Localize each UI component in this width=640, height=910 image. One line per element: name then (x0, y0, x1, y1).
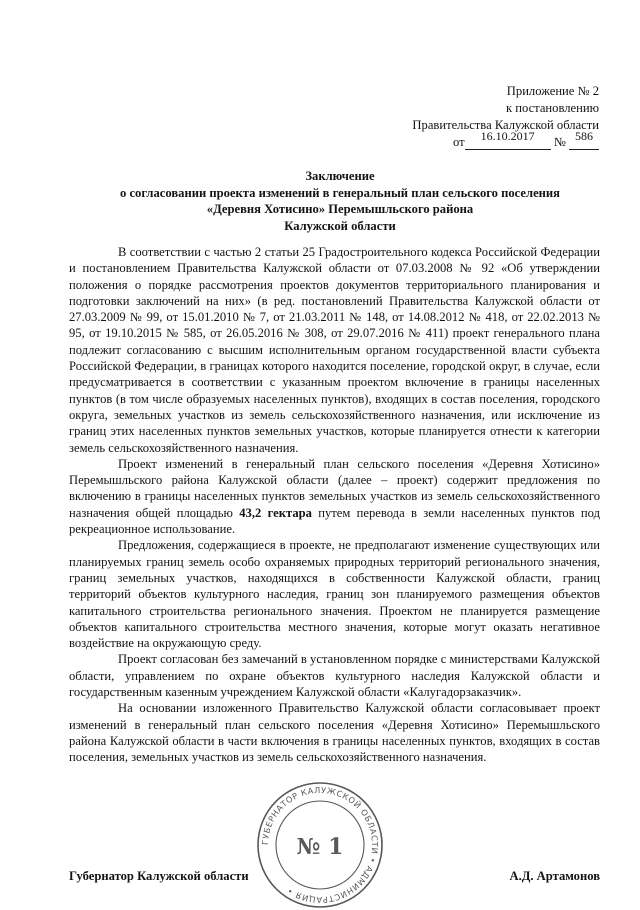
document-body (69, 244, 600, 766)
paragraph-3: Предложения, содержащиеся в проекте, не предполагают изменение существующих или планируемых границ земель особо охраняемых природных территорий регионального значения, границ земельных участков, находящихся в собственности Калужской области, границ территорий объектов культурного наследия, границ зон планируемого размещения объектов капитального строительства регионального значения. Проектом не планируется размещение объектов капитального строительства местного значения, которые могут оказать негативное воздействие на окружающую среду. (69, 538, 600, 651)
paragraph-2-text-a: Проект изменений в генеральный план сельского поселения «Деревня Хотисино» Перемышльского района Калужской области (далее – проект) содержит предложения по включению в границы населенных пунктов земельных участков из земель сельскохозяйственного назначения общей площадью (69, 456, 600, 520)
annex-number: 586 (575, 129, 593, 143)
seal-outer-ring (258, 783, 382, 907)
title-line-4: Калужской области (284, 218, 396, 233)
annex-date-field (465, 129, 551, 150)
document-title (60, 168, 620, 234)
paragraph-2-text-b: путем перевода в земли населенных пунктов под рекреационное использование. (69, 505, 600, 537)
annex-number-label: № (553, 135, 566, 149)
paragraph-5: На основании изложенного Правительство Калужской области согласовывает проект изменений в генеральный план сельского поселения «Деревня Хотисино» Перемышльского района Калужской области в части включения в границы населенных пунктов, входящих в состав поселения, земельных участков из земель сельскохозяйственного назначения. (69, 701, 600, 765)
annex-from-label: от (453, 135, 465, 149)
seal-number: № 1 (296, 834, 344, 860)
annex-line-1: Приложение № 2 (506, 84, 599, 98)
official-seal (255, 780, 385, 910)
signature-name: А.Д. Артамонов (509, 869, 600, 883)
annex-block (412, 83, 599, 151)
seal-ring-textpath: ГУБЕРНАТОР КАЛУЖСКОЙ ОБЛАСТИ • АДМИНИСТРАЦИЯ • (259, 784, 381, 906)
title-line-1: Заключение (305, 169, 375, 183)
annex-date: 16.10.2017 (480, 129, 535, 143)
seal-inner-ring (276, 801, 364, 889)
signature-position: Губернатор Калужской области (69, 869, 249, 883)
annex-line-2: к постановлению (505, 101, 599, 115)
title-line-3: «Деревня Хотисино» Перемышльского района (206, 202, 474, 216)
annex-number-field (569, 129, 599, 150)
paragraph-1: В соответствии с частью 2 статьи 25 Градостроительного кодекса Российской Федерации и постановлением Правительства Калужской области от 07.03.2008 № 92 «Об утверждении положения о порядке рассмотрения проектов документов территориального планирования и подготовки заключений на них» (в ред. постановлений Правительства Калужской области от 27.03.2009 № 99, от 15.01.2010 № 7, от 21.03.2011 № 148, от 14.08.2012 № 418, от 22.02.2013 № 95, от 19.10.2015 № 585, от 26.05.2016 № 308, от 29.07.2016 № 411) проект генерального плана подлежит согласованию с высшим исполнительным органом государственной власти субъекта Российской Федерации, в границах которого находится поселение, городской округ, в случае, если предусматривается в соответствии с указанным проектом включение в границы населенных пунктов (в том числе образуемых населенных пунктов), входящих в состав поселения, городского округа, земельных участков из земель сельскохозяйственного назначения, или исключение из границ этих населенных пунктов земельных участков, которые планируется отнести к категории земель сельскохозяйственного назначения. (69, 245, 600, 455)
title-line-2: о согласовании проекта изменений в генеральный план сельского поселения (120, 185, 560, 200)
annex-line-3: Правительства Калужской области (412, 118, 599, 132)
paragraph-2-area: 43,2 гектара (239, 505, 312, 520)
annex-date-row (412, 129, 599, 151)
seal-ring-text (260, 785, 380, 905)
paragraph-2 (69, 456, 600, 537)
paragraph-4: Проект согласован без замечаний в установленном порядке с министерствами Калужской области, управлением по охране объектов культурного наследия Калужской области и государственным казенным учреждением Калужской области «Калугадорзаказчик». (69, 652, 600, 700)
